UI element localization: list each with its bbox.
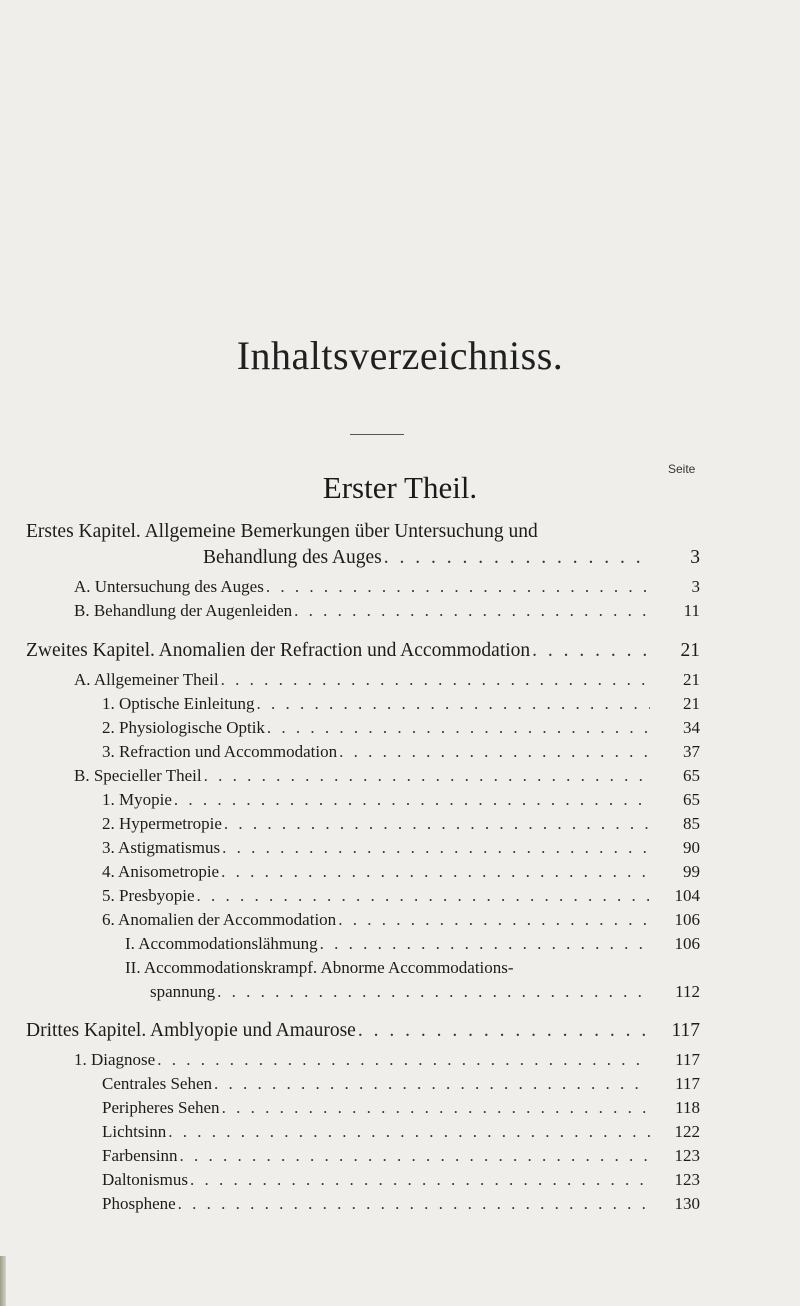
toc-entry-page: 21 bbox=[683, 670, 700, 689]
toc-entry-title: Zweites Kapitel. Anomalien der Refraction und Accommodation bbox=[26, 640, 531, 661]
leader-dots bbox=[220, 1098, 650, 1118]
toc-entry bbox=[74, 577, 700, 597]
leader-dots bbox=[176, 1194, 650, 1214]
toc-entry-title: A. Untersuchung des Auges bbox=[74, 577, 264, 596]
toc-entry-title: 3. Astigmatismus bbox=[102, 838, 221, 857]
toc-entry bbox=[102, 1194, 700, 1214]
toc-entry bbox=[102, 742, 700, 762]
toc-chapter-1-line-1: Erstes Kapitel. Allgemeine Bemerkungen über Untersuchung und bbox=[26, 521, 538, 542]
toc-entry bbox=[102, 862, 700, 882]
leader-dots bbox=[202, 766, 650, 786]
leader-dots bbox=[155, 1050, 650, 1070]
leader-dots bbox=[219, 862, 650, 882]
toc-entry bbox=[102, 1170, 700, 1190]
toc-entry-page: 104 bbox=[674, 886, 700, 905]
leader-dots bbox=[212, 1074, 650, 1094]
toc-entry bbox=[102, 1074, 700, 1094]
leader-dots bbox=[195, 886, 650, 906]
part-heading: Erster Theil. bbox=[322, 470, 478, 505]
leader-dots bbox=[188, 1170, 650, 1190]
toc-entry-title: 3. Refraction und Accommodation bbox=[102, 742, 338, 761]
toc-chapter bbox=[26, 640, 700, 662]
toc-entry-title: 4. Anisometropie bbox=[102, 862, 220, 881]
toc-entry-title: Farbensinn bbox=[102, 1146, 178, 1165]
leader-dots bbox=[530, 640, 650, 662]
page-title: Inhaltsverzeichniss. bbox=[236, 333, 564, 378]
toc-entry-page: 106 bbox=[674, 910, 700, 929]
leader-dots bbox=[255, 694, 650, 714]
leader-dots bbox=[220, 838, 650, 858]
toc-entry-title: 5. Presbyopie bbox=[102, 886, 195, 905]
toc-entry-title: 2. Hypermetropie bbox=[102, 814, 222, 833]
toc-entry-page: 11 bbox=[683, 601, 700, 620]
toc-entry-title: 1. Optische Einleitung bbox=[102, 694, 255, 713]
toc-entry-title: Drittes Kapitel. Amblyopie und Amaurose bbox=[26, 1020, 356, 1041]
leader-dots bbox=[264, 577, 650, 597]
toc-entry-page: 112 bbox=[675, 982, 700, 1001]
toc-entry-title: 6. Anomalien der Accommodation bbox=[102, 910, 337, 929]
toc-entry-page: 65 bbox=[683, 790, 700, 809]
toc-entry bbox=[102, 1122, 700, 1142]
toc-entry bbox=[102, 886, 700, 906]
toc-entry-title: 1. Diagnose bbox=[74, 1050, 156, 1069]
toc-entry bbox=[102, 814, 700, 834]
leader-dots bbox=[292, 601, 650, 621]
toc-entry-line-1: II. Accommodationskrampf. Abnorme Accommodations- bbox=[125, 958, 514, 977]
toc-entry-title: Centrales Sehen bbox=[102, 1074, 212, 1093]
toc-entry-page: 3 bbox=[691, 577, 700, 596]
toc-entry-page: 117 bbox=[675, 1050, 700, 1069]
toc-entry-title: B. Behandlung der Augenleiden bbox=[74, 601, 293, 620]
toc-entry-page: 117 bbox=[671, 1020, 700, 1041]
toc-entry bbox=[102, 718, 700, 738]
toc-entry bbox=[74, 766, 700, 786]
toc-entry-title: Daltonismus bbox=[102, 1170, 188, 1189]
toc-chapter bbox=[26, 1020, 700, 1042]
leader-dots bbox=[172, 790, 650, 810]
toc-entry bbox=[74, 670, 700, 690]
toc-entry-title: 2. Physiologische Optik bbox=[102, 718, 265, 737]
leader-dots bbox=[265, 718, 650, 738]
toc-entry-page: 3 bbox=[690, 547, 700, 568]
toc-entry-page: 123 bbox=[674, 1170, 700, 1189]
toc-entry bbox=[74, 601, 700, 621]
toc-entry bbox=[102, 910, 700, 930]
toc-entry bbox=[102, 1098, 700, 1118]
toc-entry-title: spannung bbox=[150, 982, 216, 1001]
leader-dots bbox=[178, 1146, 650, 1166]
toc-entry-page: 21 bbox=[680, 640, 700, 661]
leader-dots bbox=[336, 910, 650, 930]
toc-entry-page: 123 bbox=[674, 1146, 700, 1165]
toc-entry-page: 118 bbox=[675, 1098, 700, 1117]
toc-entry-title: Behandlung des Auges bbox=[203, 547, 382, 568]
leader-dots bbox=[356, 1020, 650, 1042]
toc-entry-title: Phosphene bbox=[102, 1194, 176, 1213]
toc-entry-title: Peripheres Sehen bbox=[102, 1098, 220, 1117]
toc-entry-page: 122 bbox=[674, 1122, 700, 1141]
page-edge-mark bbox=[0, 1256, 6, 1306]
page-column-label: Seite bbox=[668, 462, 696, 476]
leader-dots bbox=[222, 814, 650, 834]
leader-dots bbox=[318, 934, 650, 954]
leader-dots bbox=[382, 547, 650, 569]
toc-entry-title: I. Accommodationslähmung bbox=[125, 934, 318, 953]
toc-entry-page: 90 bbox=[683, 838, 700, 857]
toc-entry-page: 130 bbox=[674, 1194, 700, 1213]
toc-entry-title: B. Specieller Theil bbox=[74, 766, 202, 785]
toc-entry-title: A. Allgemeiner Theil bbox=[74, 670, 219, 689]
leader-dots bbox=[166, 1122, 650, 1142]
toc-entry-page: 106 bbox=[674, 934, 700, 953]
toc-entry bbox=[102, 838, 700, 858]
toc-entry bbox=[74, 1050, 700, 1070]
toc-entry-title: 1. Myopie bbox=[102, 790, 172, 809]
toc-entry-page: 34 bbox=[683, 718, 700, 737]
toc-entry-page: 85 bbox=[683, 814, 700, 833]
leader-dots bbox=[215, 982, 650, 1002]
toc-entry bbox=[125, 934, 700, 954]
toc-entry-page: 99 bbox=[683, 862, 700, 881]
toc-entry bbox=[203, 547, 700, 569]
leader-dots bbox=[219, 670, 650, 690]
toc-entry bbox=[102, 790, 700, 810]
toc-entry-page: 37 bbox=[683, 742, 700, 761]
toc-entry-title: Lichtsinn bbox=[102, 1122, 167, 1141]
toc-entry-page: 21 bbox=[683, 694, 700, 713]
toc-entry bbox=[102, 1146, 700, 1166]
title-divider bbox=[350, 434, 404, 435]
toc-entry bbox=[102, 694, 700, 714]
toc-entry-page: 117 bbox=[675, 1074, 700, 1093]
toc-entry-page: 65 bbox=[683, 766, 700, 785]
toc-entry bbox=[150, 982, 700, 1002]
leader-dots bbox=[337, 742, 650, 762]
